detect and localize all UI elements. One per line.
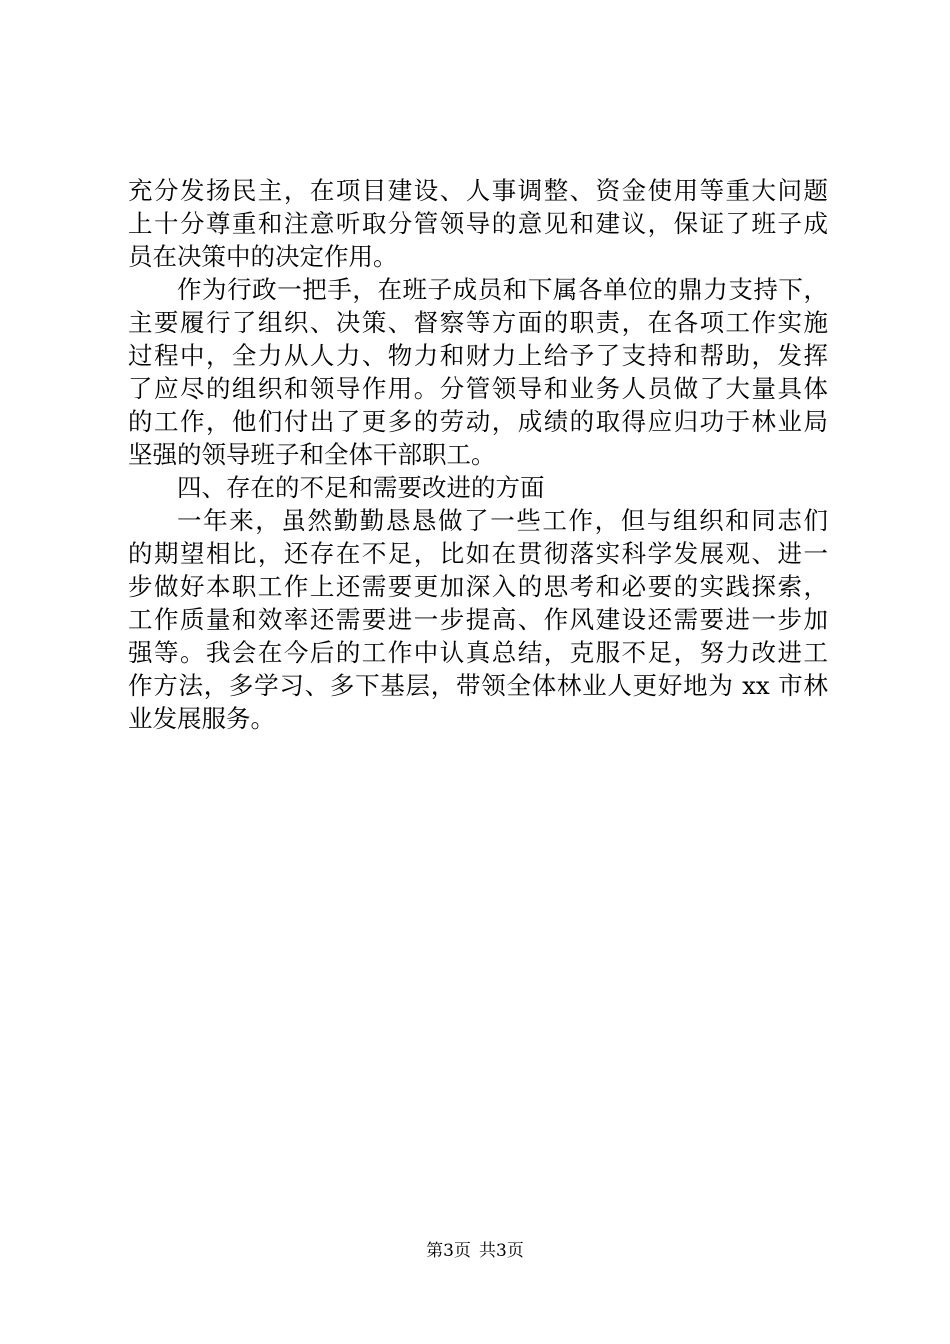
text-line: 上十分尊重和注意听取分管领导的意见和建议，保证了班子成 <box>128 209 828 238</box>
text-line: 坚强的领导班子和全体干部职工。 <box>128 440 496 469</box>
page-total: 共3页 <box>479 1241 524 1261</box>
paragraph <box>128 273 828 471</box>
paragraph <box>128 174 828 273</box>
text-line: 作方法，多学习、多下基层，带领全体林业人更好地为 xx 市林 <box>128 671 828 700</box>
page-number: 第3页 <box>426 1241 471 1261</box>
text-line: 工作质量和效率还需要进一步提高、作风建设还需要进一步加 <box>128 605 828 634</box>
text-line: 了应尽的组织和领导作用。分管领导和业务人员做了大量具体 <box>128 374 828 403</box>
section-heading <box>128 471 828 504</box>
text-line: 充分发扬民主，在项目建设、人事调整、资金使用等重大问题 <box>128 176 828 205</box>
text-line: 一年来，虽然勤勤恳恳做了一些工作，但与组织和同志们 <box>177 506 828 535</box>
page-footer <box>0 1240 950 1262</box>
text-line: 员在决策中的决定作用。 <box>128 242 398 271</box>
text-line: 的期望相比，还存在不足，比如在贯彻落实科学发展观、进一 <box>128 539 828 568</box>
document-body <box>128 174 828 735</box>
text-line: 强等。我会在今后的工作中认真总结，克服不足，努力改进工 <box>128 638 828 667</box>
section-heading-text: 四、存在的不足和需要改进的方面 <box>177 473 545 502</box>
text-line: 业发展服务。 <box>128 704 275 733</box>
text-line: 的工作，他们付出了更多的劳动，成绩的取得应归功于林业局 <box>128 407 828 436</box>
text-line: 步做好本职工作上还需要更加深入的思考和必要的实践探索， <box>128 572 828 601</box>
text-line: 作为行政一把手，在班子成员和下属各单位的鼎力支持下， <box>177 275 828 304</box>
paragraph <box>128 504 828 735</box>
text-line: 过程中，全力从人力、物力和财力上给予了支持和帮助，发挥 <box>128 341 828 370</box>
text-line: 主要履行了组织、决策、督察等方面的职责，在各项工作实施 <box>128 308 828 337</box>
